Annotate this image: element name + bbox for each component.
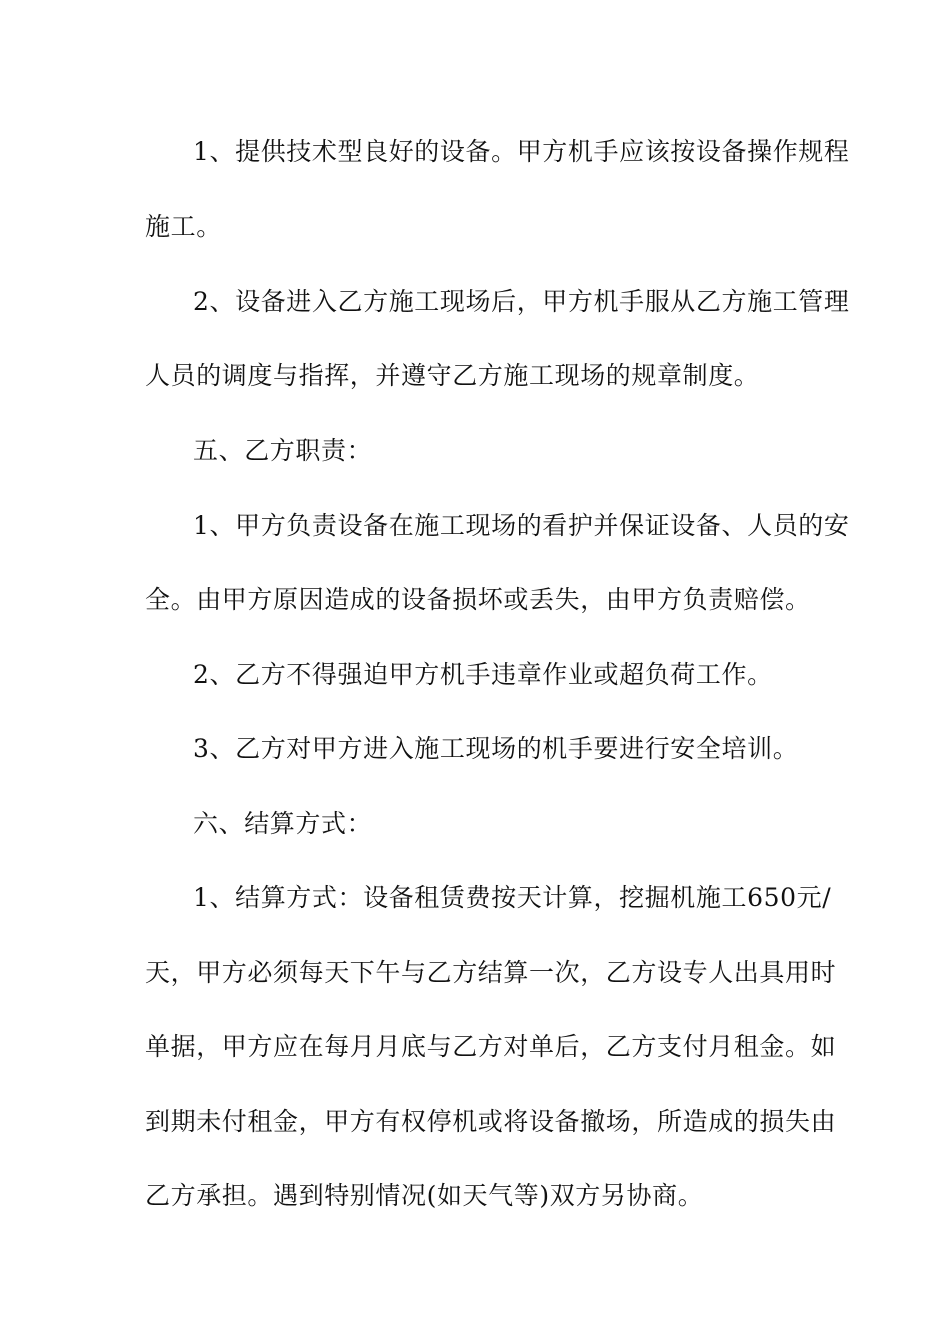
text-line: 1、提供技术型良好的设备。甲方机手应该按设备操作规程 <box>193 137 850 166</box>
text-line: 单据，甲方应在每月月底与乙方对单后，乙方支付月租金。如 <box>145 1032 837 1061</box>
text-line: 1、结算方式：设备租赁费按天计算，挖掘机施工650元/ <box>193 883 832 912</box>
section-heading: 六、结算方式： <box>193 809 373 838</box>
text-line: 乙方承担。遇到特别情况(如天气等)双方另协商。 <box>145 1181 704 1210</box>
text-line: 到期未付租金，甲方有权停机或将设备撤场，所造成的损失由 <box>145 1107 837 1136</box>
text-line: 2、乙方不得强迫甲方机手违章作业或超负荷工作。 <box>193 660 773 689</box>
text-line: 1、甲方负责设备在施工现场的看护并保证设备、人员的安 <box>193 511 850 540</box>
text-line: 全。由甲方原因造成的设备损坏或丢失，由甲方负责赔偿。 <box>145 585 811 614</box>
text-line: 天，甲方必须每天下午与乙方结算一次，乙方设专人出具用时 <box>145 958 837 987</box>
text-line: 人员的调度与指挥，并遵守乙方施工现场的规章制度。 <box>145 361 760 390</box>
text-line: 施工。 <box>145 212 222 241</box>
section-heading: 五、乙方职责： <box>193 436 373 465</box>
text-line: 3、乙方对甲方进入施工现场的机手要进行安全培训。 <box>193 734 799 763</box>
text-line: 2、设备进入乙方施工现场后，甲方机手服从乙方施工管理 <box>193 287 850 316</box>
